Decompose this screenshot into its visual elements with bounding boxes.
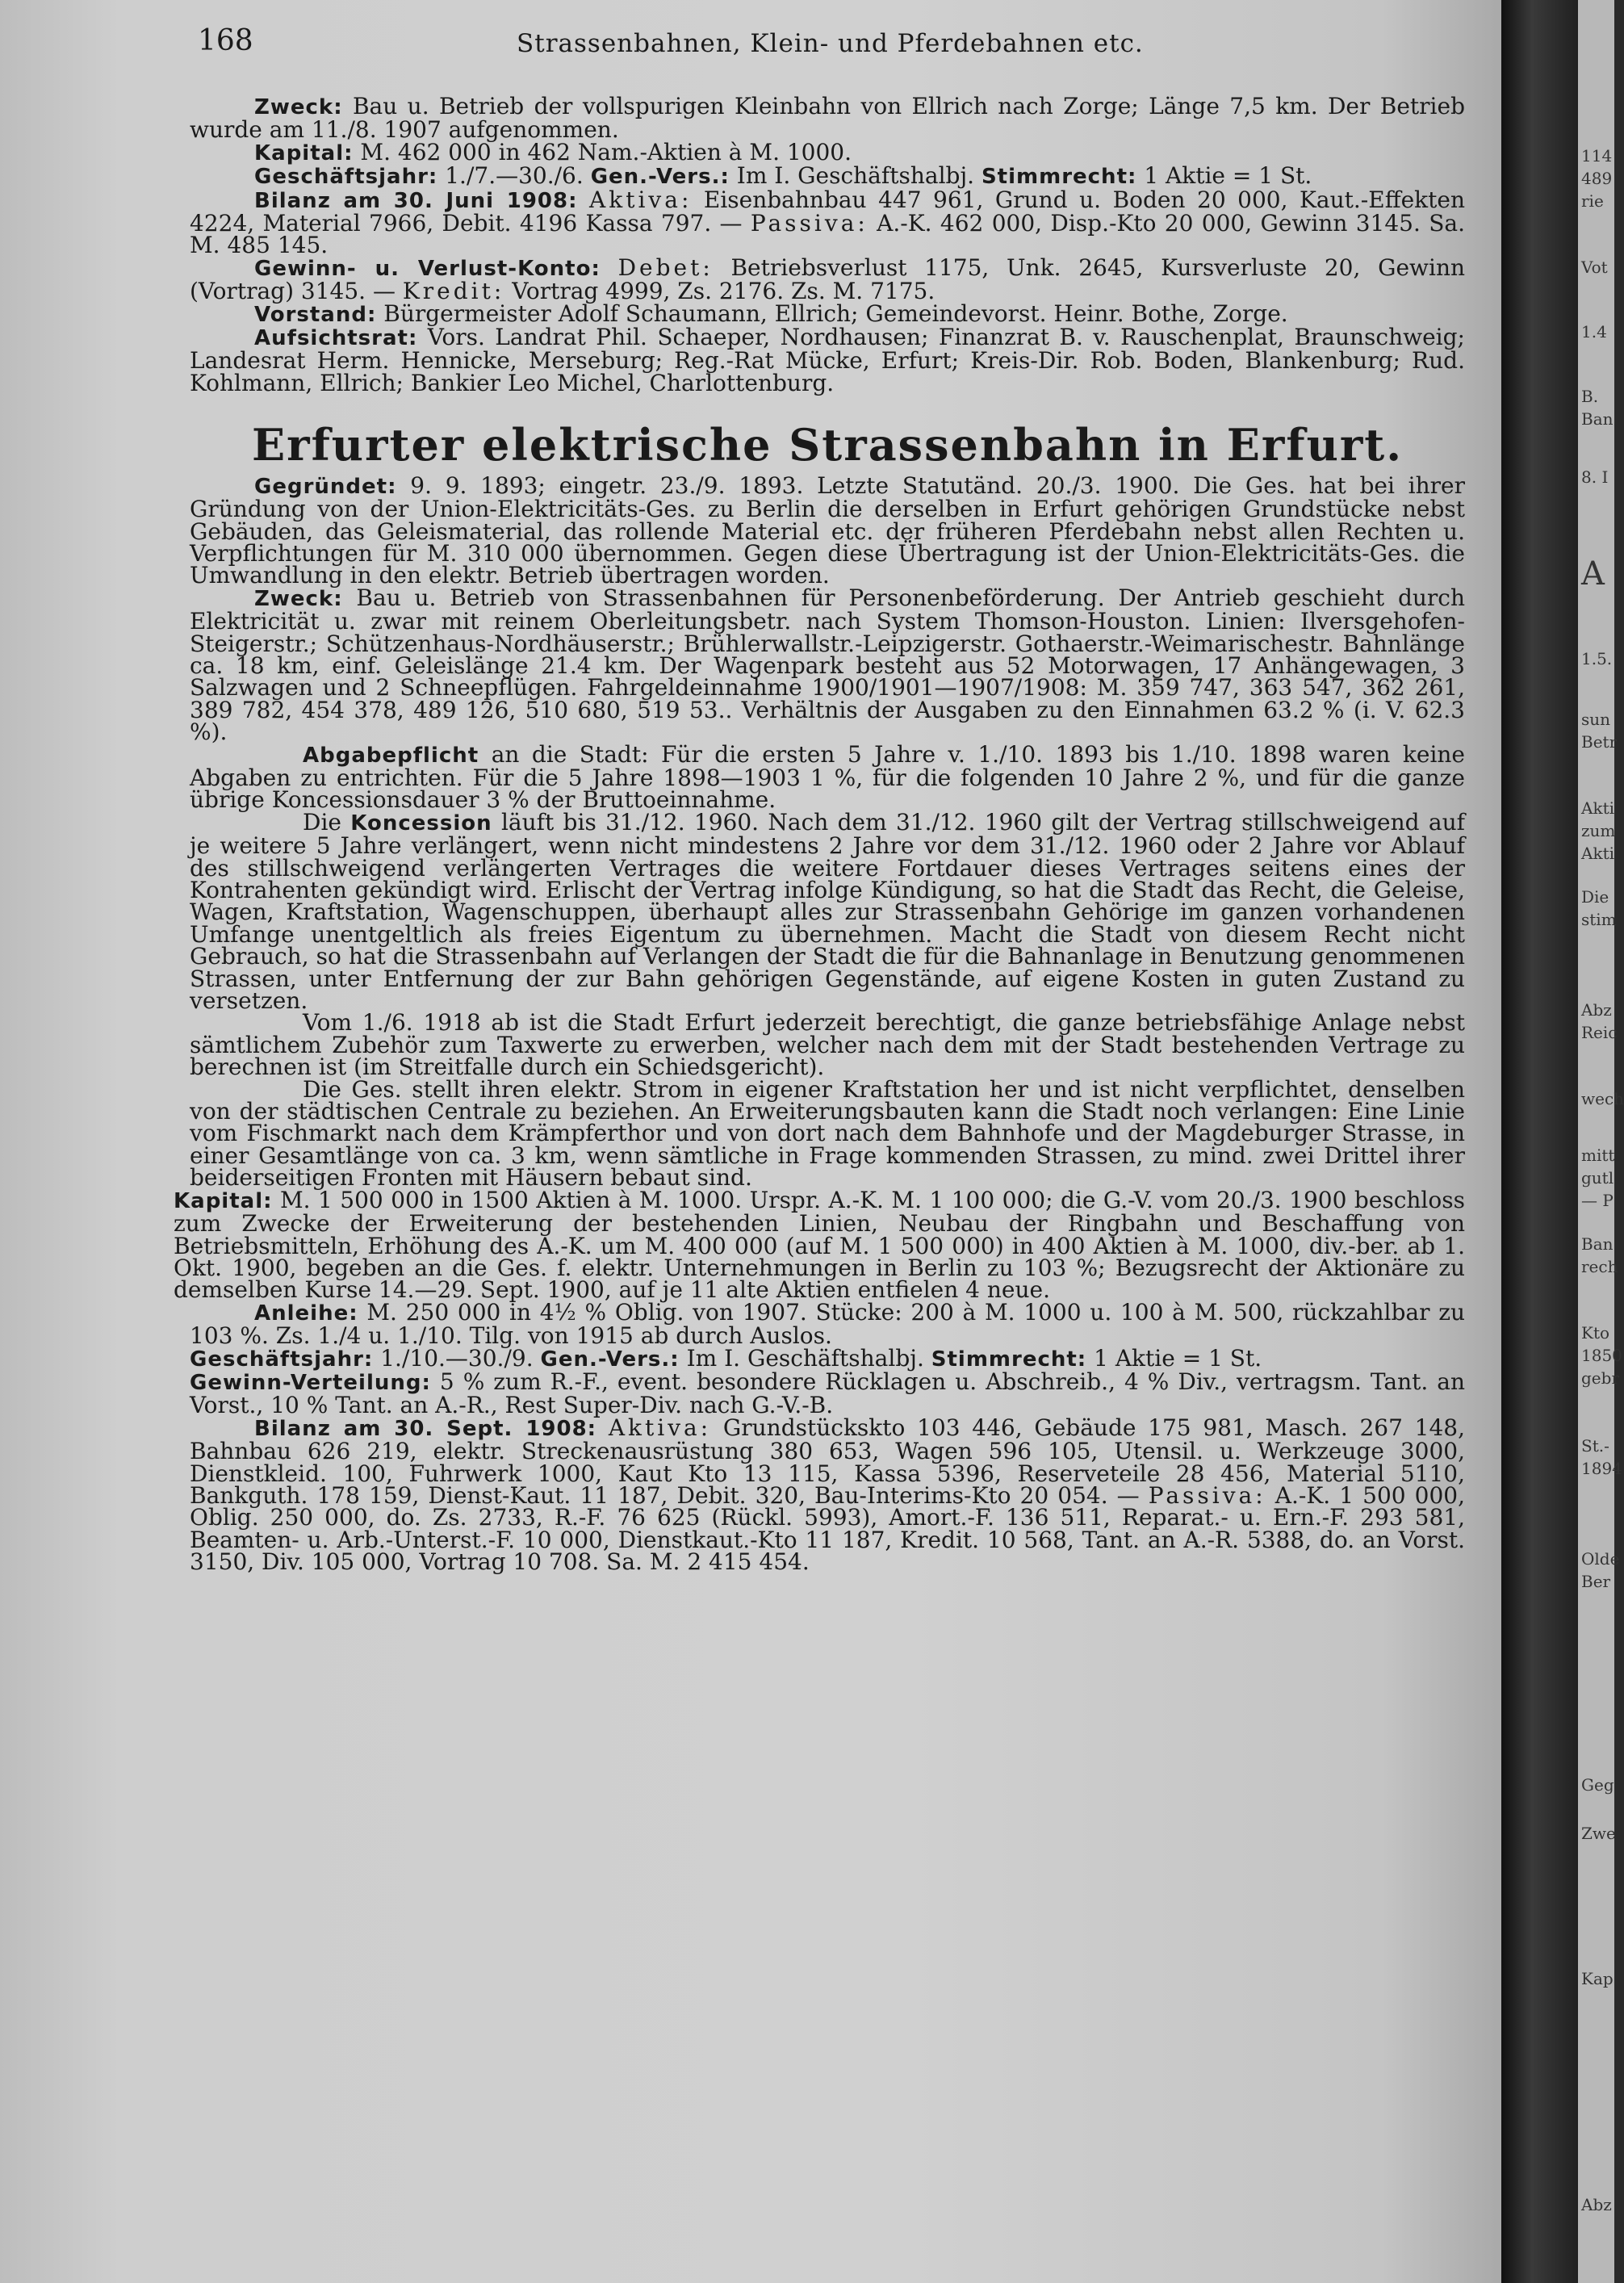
aktiva-word: Aktiva: — [589, 186, 693, 213]
next-page-fragment: B. — [1581, 387, 1599, 406]
passiva-word: Passiva: — [750, 210, 869, 237]
strom-text: Die Ges. stellt ihren elektr. Strom in eigener Kraftstation her und ist nicht verpflichtet, denselben von der städtischen Centrale zu beziehen. An Erweiterungsbauten kann die Stadt noch verlangen: Eine Linie vom Fischmarkt nach dem Krämpferthor und von dort nach dem Bahnhofe und der Magdeburger Strasse, in einer Gesamtlänge von ca. 3 km, wenn sämtliche in Frage kommenden Strassen, zu mind. zwei Drittel ihrer beiderseitigen Fronten mit Häusern bebaut sind. — [190, 1075, 1465, 1192]
next-page-fragment: Abz — [1581, 2195, 1612, 2214]
zweck-text: Bau u. Betrieb der vollspurigen Kleinbahn von Ellrich nach Zorge; Länge 7,5 km. Der Betrieb wurde am 11./8. 1907 aufgenommen. — [190, 93, 1465, 144]
next-page-fragment: Kap — [1581, 1969, 1614, 1988]
erfurt-passiva-word: Passiva: — [1148, 1481, 1266, 1509]
anleihe-label: Anleihe: — [254, 1301, 358, 1326]
next-page-fragment: Ban — [1581, 1234, 1614, 1254]
next-page-fragment: Vot — [1581, 258, 1608, 277]
guv-label: Gewinn- u. Verlust-Konto: — [254, 256, 601, 281]
erfurt-geschaeftsjahr-text: 1./10.—30./9. — [380, 1344, 534, 1372]
gen-vers-label: Gen.-Vers.: — [590, 165, 730, 190]
next-page-fragment: Geg — [1581, 1775, 1614, 1795]
aufsichtsrat-label: Aufsichtsrat: — [254, 326, 418, 351]
geschaeftsjahr-text: 1./7.—30./6. — [445, 162, 584, 190]
vorstand-paragraph — [190, 300, 1465, 327]
geschaeftsjahr-paragraph — [190, 162, 1465, 190]
guv-paragraph — [190, 253, 1466, 305]
next-page-fragment: rech — [1581, 1257, 1618, 1276]
next-page-fragment: 1.5. — [1581, 649, 1613, 668]
zweck-paragraph — [190, 93, 1465, 144]
next-page-fragment: Akti — [1581, 798, 1614, 818]
page-header — [198, 24, 1489, 65]
kredit-text: Vortrag 4999, Zs. 2176. Zs. M. 7175. — [512, 278, 935, 305]
next-page-fragment: rie — [1581, 191, 1604, 211]
bilanz-paragraph — [190, 186, 1465, 259]
next-page-fragment: wech — [1581, 1089, 1624, 1108]
kapital-text: M. 462 000 in 462 Nam.-Aktien à M. 1000. — [360, 138, 852, 165]
next-page-fragment: — P — [1581, 1191, 1614, 1210]
abgabepflicht-label: Abgabepflicht — [303, 743, 479, 768]
next-page-fragment: 489 — [1581, 169, 1613, 188]
next-page-fragment: sun — [1581, 710, 1611, 729]
gegruendet-text: 9. 9. 1893; eingetr. 23./9. 1893. Letzte Statutänd. 20./3. 1900. Die Ges. hat bei ihrer Gründung von der Union-Elektricitäts-Ges. zu Berlin die derselben in Erfurt gehörigen Grundstücke nebst Gebäuden, das Geleismaterial, das rollende Material etc. der früheren Pferdebahn nebst allen Rechten u. Verpflichtungen für M. 310 000 übernommen. Gegen diese Übertragung ist der Union-Elektricitäts-Ges. die Umwandlung in den elektr. Betrieb übertragen worden. — [190, 471, 1466, 589]
strom-paragraph — [190, 1075, 1465, 1192]
next-page-fragment: Olde — [1581, 1549, 1620, 1569]
next-page-fragment: Betr — [1581, 732, 1618, 752]
gegruendet-paragraph — [190, 471, 1466, 589]
stimmrecht-text: 1 Aktie = 1 St. — [1144, 162, 1312, 190]
erfurt-gen-vers-text: Im I. Geschäftshalbj. — [686, 1344, 924, 1372]
erfurt-bilanz-label: Bilanz am 30. Sept. 1908: — [254, 1416, 597, 1441]
next-page-fragment: Akti — [1581, 844, 1614, 863]
gewinn-verteilung-label: Gewinn-Verteilung: — [190, 1370, 431, 1395]
next-page-fragment: gebr — [1581, 1368, 1620, 1388]
anleihe-paragraph — [190, 1298, 1465, 1350]
debet-word: Debet: — [617, 253, 714, 281]
gegruendet-label: Gegründet: — [254, 474, 397, 499]
kapital-label: Kapital: — [254, 140, 354, 165]
page-content — [174, 93, 1466, 1576]
next-page-fragment: Zwe — [1581, 1824, 1616, 1843]
aufsichtsrat-paragraph — [190, 326, 1465, 394]
erfurt-stimmrecht-text: 1 Aktie = 1 St. — [1094, 1344, 1262, 1372]
page-number: 168 — [198, 24, 253, 57]
erfurt-gen-vers-label: Gen.-Vers.: — [540, 1347, 680, 1372]
vorstand-label: Vorstand: — [254, 302, 377, 327]
gewinn-verteilung-paragraph — [190, 1368, 1465, 1419]
erfurt-passiva-text: A.-K. 1 500 000, Oblig. 250 000, do. Zs. 2733, R.-F. 76 625 (Rückl. 5993), Amort.-F. 136 511, Reparat.- u. Ern.-F. 293 581, Beamten- u. Arb.-Unterst.-F. 10 000, Dienstkaut.-Kto 11 187, Kredit. 10 568, Tant. an A.-R. 5388, do. an Vorst. 3150, Div. 105 000, Vortrag 10 708. Sa. M. 2 415 454. — [190, 1481, 1465, 1576]
koncession-text: läuft bis 31./12. 1960. Nach dem 31./12. 1960 gilt der Vertrag stillschweigend auf je weitere 5 Jahre verlängert, wenn nicht mindestens 2 Jahre vor dem 31./12. 1960 oder 2 Jahre vor Ablauf des stillschweigend verlängerten Vertrages die weitere Fortdauer dieses Vertrages seitens eines der Kontrahenten gekündigt wird. Erlischt der Vertrag infolge Kündigung, so hat die Stadt das Recht, die Geleise, Wagen, Kraftstation, Wagenschuppen, überhaupt alles zur Strassenbahn Gehörige im ganzen vorhandenen Umfange unentgeltlich als freies Eigentum zu übernehmen. Macht die Stadt von diesem Recht nicht Gebrauch, so hat die Strassenbahn auf Verlangen der Stadt die für die Bahnanlage in Benutzung genommenen Strassen, unter Entfernung der zur Bahn gehörigen Gegenstände, auf eigene Kosten in guten Zustand zu versetzen. — [190, 808, 1465, 1015]
next-page-fragment: gutl — [1581, 1168, 1614, 1188]
next-page-fragment: Ber — [1581, 1572, 1611, 1591]
next-page-fragment: Kto — [1581, 1323, 1610, 1343]
erfurt-stimmrecht-label: Stimmrecht: — [931, 1347, 1087, 1372]
passiva-text: A.-K. 462 000, Disp.-Kto 20 000, Gewinn 3145. Sa. M. 485 145. — [190, 210, 1465, 259]
next-page-fragment: 1894 — [1581, 1459, 1622, 1478]
next-page-fragment: 1.4 — [1581, 322, 1607, 341]
stimmrecht-label: Stimmrecht: — [981, 165, 1137, 190]
koncession-paragraph — [190, 808, 1465, 1015]
next-page-fragment: 1850 — [1581, 1346, 1622, 1365]
aufsichtsrat-text: Vors. Landrat Phil. Schaeper, Nordhausen; Finanzrat B. v. Rauschenplat, Braunschweig; Landesrat Herm. Hennicke, Merseburg; Reg.-Rat Mücke, Erfurt; Kreis-Dir. Rob. Boden, Blankenburg; Rud. Kohlmann, Ellrich; Bankier Leo Michel, Charlottenburg. — [190, 324, 1465, 396]
zweck-label: Zweck: — [254, 95, 343, 119]
kredit-word: Kredit: — [402, 278, 505, 305]
next-page-fragment: 8. I — [1581, 467, 1609, 487]
next-page-fragment: 114 — [1581, 146, 1613, 165]
abgabepflicht-text: an die Stadt: Für die ersten 5 Jahre v. 1./10. 1893 bis 1./10. 1898 waren keine Abgaben zu entrichten. Für die 5 Jahre 1898—1903 1 %, für die folgenden 10 Jahre 2 %, und für die ganze übrige Koncessionsdauer 3 % der Bruttoeinnahme. — [190, 740, 1465, 814]
geschaeftsjahr-label: Geschäftsjahr: — [254, 165, 438, 190]
vorstand-text: Bürgermeister Adolf Schaumann, Ellrich; Gemeindevorst. Heinr. Bothe, Zorge. — [383, 300, 1288, 327]
book-gutter — [1501, 0, 1578, 2283]
next-page-fragment: Abz — [1581, 1000, 1612, 1020]
erfurt-kapital-text: M. 1 500 000 in 1500 Aktien à M. 1000. Urspr. A.-K. M. 1 100 000; die G.-V. vom 20./3. 1900 beschloss zum Zwecke der Erweiterung der bestehenden Linien, Neubau der Ringbahn und Beschaffung von Betriebsmitteln, Erhöhung des A.-K. um M. 400 000 (auf M. 1 500 000) in 400 Aktien à M. 1000, div.-ber. ab 1. Okt. 1900, begeben an die Ges. f. elektr. Unternehmungen in Berlin zu 103 %; Bezugsrecht der Aktionäre zu demselben Kurse 14.—29. Sept. 1900, auf je 11 alte Aktien entfielen 4 neue. — [174, 1186, 1465, 1304]
erfurt-zweck-label: Zweck: — [254, 586, 343, 611]
running-title: Strassenbahnen, Klein- und Pferdebahnen etc. — [517, 29, 1144, 58]
next-page-fragment: Die — [1581, 887, 1609, 907]
next-page-fragment: Reic — [1581, 1023, 1618, 1042]
next-page-fragment: Ban — [1581, 409, 1614, 429]
erfurt-kapital-label: Kapital: — [174, 1188, 273, 1213]
koncession-label: Koncession — [350, 811, 492, 836]
bilanz-label: Bilanz am 30. Juni 1908: — [254, 188, 578, 213]
erfurt-zweck-paragraph — [190, 584, 1466, 746]
kapital-paragraph — [190, 138, 1465, 165]
anleihe-text: M. 250 000 in 4½ % Oblig. von 1907. Stücke: 200 à M. 1000 u. 100 à M. 500, rückzahlbar zu 103 %. Zs. 1./4 u. 1./10. Tilg. von 1915 ab durch Auslos. — [190, 1298, 1465, 1350]
koncession-pre: Die — [303, 808, 341, 836]
next-page-fragment: stim — [1581, 910, 1617, 929]
erfurt-aktiva-text: Grundstückskto 103 446, Gebäude 175 981, Masch. 267 148, Bahnbau 626 219, elektr. Streckenausrüstung 380 653, Wagen 596 105, Utensil. u. Werkzeuge 3000, Dienstkleid. 100, Fuhrwerk 1000, Kaut Kto 13 115, Kassa 5396, Reserveteile 28 456, Material 5110, Bankguth. 178 159, Dienst-Kaut. 11 187, Debit. 320, Bau-Interims-Kto 20 054. — — [190, 1414, 1465, 1509]
erfurt-bilanz-paragraph — [190, 1414, 1465, 1576]
next-page-fragment: mitt — [1581, 1146, 1615, 1165]
gewinn-verteilung-text: 5 % zum R.-F., event. besondere Rücklagen u. Abschreib., 4 % Div., vertragsm. Tant. an Vorst., 10 % Tant. an A.-R., Rest Super-Div. nach G.-V.-B. — [190, 1368, 1465, 1419]
aktiva-text: Eisenbahnbau 447 961, Grund u. Boden 20 000, Kaut.-Effekten 4224, Material 7966, Debit. 4196 Kassa 797. — — [190, 186, 1465, 237]
next-page-fragment: A — [1581, 555, 1605, 593]
erfurt-kapital-paragraph — [174, 1186, 1465, 1304]
abgabepflicht-paragraph — [190, 740, 1465, 814]
erfurt-aktiva-word: Aktiva: — [608, 1414, 712, 1441]
erfurt-geschaeftsjahr-paragraph — [190, 1344, 1465, 1372]
erfurt-zweck-text: Bau u. Betrieb von Strassenbahnen für Personenbeförderung. Der Antrieb geschieht durch Elektricität u. zwar mit reinem Oberleitungsbetr. nach System Thomson-Houston. Linien: Ilversgehofen-Steigerstr.; Schützenhaus-Nordhäuserstr.; Brühlerwallstr.-Leipzigerstr. Gothaerstr.-Weimarischestr. Bahnlänge ca. 18 km, einf. Geleislänge 21.4 km. Der Wagenpark besteht aus 52 Motorwagen, 17 Anhängewagen, 3 Salzwagen und 2 Schneepflügen. Fahrgeldeinnahme 1900/1901—1907/1908: M. 359 747, 363 547, 362 261, 389 782, 454 378, 489 126, 510 680, 519 53.. Verhältnis der Ausgaben zu den Einnahmen 63.2 % (i. V. 62.3 %). — [190, 584, 1466, 746]
gen-vers-text: Im I. Geschäftshalbj. — [736, 162, 975, 190]
debet-text: Betriebsverlust 1175, Unk. 2645, Kursverluste 20, Gewinn (Vortrag) 3145. — — [190, 253, 1466, 305]
erfurt-geschaeftsjahr-label: Geschäftsjahr: — [190, 1347, 374, 1372]
next-page-fragment: St.- — [1581, 1436, 1609, 1456]
section-title: Erfurter elektrische Strassenbahn in Erfurt. — [251, 419, 1404, 471]
adjacent-page-edge — [1578, 0, 1624, 2283]
next-page-fragment: zum — [1581, 821, 1616, 840]
vom-paragraph — [190, 1009, 1465, 1081]
vom-text: Vom 1./6. 1918 ab ist die Stadt Erfurt jederzeit berechtigt, die ganze betriebsfähige Anlage nebst sämtlichem Zubehör zum Taxwerte zu erwerben, welcher nach dem mit der Stadt bestehenden Vertrage zu berechnen ist (im Streitfalle durch ein Schiedsgericht). — [190, 1009, 1465, 1081]
